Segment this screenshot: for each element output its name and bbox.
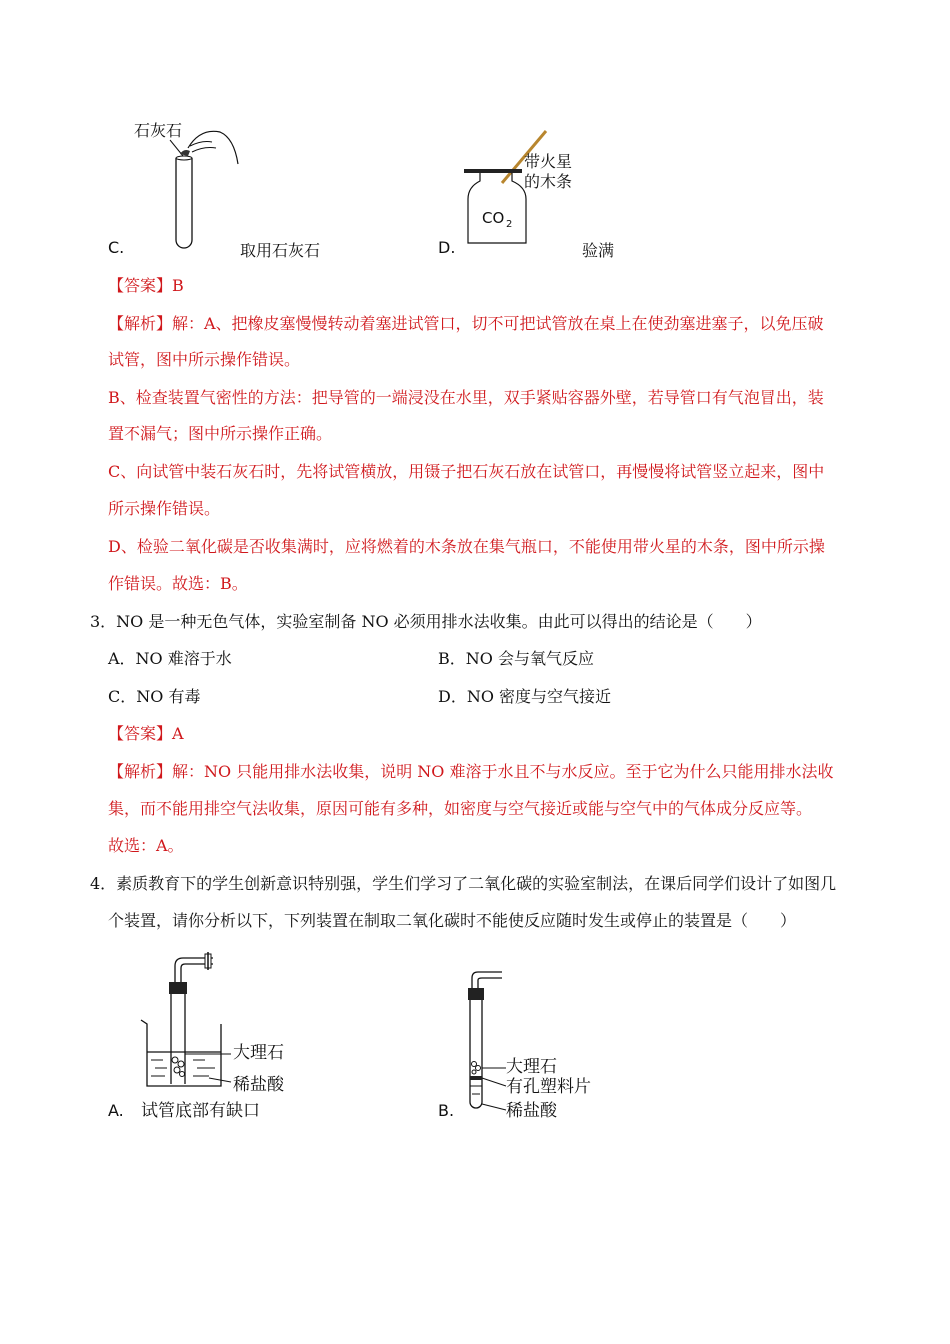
- q4-stem-line2: 个装置，请你分析以下，下列装置在制取二氧化碳时不能使反应随时发生或停止的装置是（ ）: [108, 911, 797, 930]
- q3-option-d: D．NO 密度与空气接近: [438, 687, 612, 706]
- q3-option-b: B．NO 会与氧气反应: [438, 649, 594, 668]
- figure-c-caption: 取用石灰石: [240, 241, 321, 260]
- q3-answer: 【答案】A: [108, 724, 184, 743]
- figure-b-marble-label: 大理石: [506, 1057, 557, 1077]
- figure-d-annotation-line1: 带火星: [524, 152, 573, 171]
- q2-answer: 【答案】B: [108, 276, 184, 295]
- figure-b-label: B.: [438, 1101, 455, 1120]
- figure-c-limestone-test-tube: [130, 118, 250, 250]
- q2-c-line2: 所示操作错误。: [108, 499, 221, 518]
- q2-c-line1: C、向试管中装石灰石时，先将试管横放，用镊子把石灰石放在试管口，再慢慢将试管竖立起来，图中: [108, 462, 825, 481]
- q3-option-c: C．NO 有毒: [108, 687, 201, 706]
- q3-option-a: A．NO 难溶于水: [108, 649, 232, 668]
- figure-d-bottle-text: CO: [482, 209, 505, 227]
- q3-analysis-line3: 故选：A。: [108, 836, 184, 855]
- figure-b-acid-label: 稀盐酸: [506, 1101, 557, 1121]
- q3-analysis-line1: 【解析】解：NO 只能用排水法收集，说明 NO 难溶于水且不与水反应。至于它为什么只能用排水法收: [108, 762, 834, 781]
- figure-a-caption: 试管底部有缺口: [141, 1101, 260, 1121]
- q2-b-line1: B、检查装置气密性的方法：把导管的一端浸没在水里，双手紧贴容器外壁，若导管口有气泡冒出，装: [108, 388, 824, 407]
- figure-a-marble-label: 大理石: [233, 1043, 284, 1063]
- q2-b-line2: 置不漏气；图中所示操作正确。: [108, 424, 333, 443]
- figure-d-caption: 验满: [582, 241, 615, 260]
- figure-a-beaker-apparatus: [135, 952, 305, 1122]
- figure-c-annotation: 石灰石: [134, 121, 183, 140]
- q3-stem: 3．NO 是一种无色气体，实验室制备 NO 必须用排水法收集。由此可以得出的结论是（ ）: [90, 612, 762, 631]
- figure-d-annotation-line2: 的木条: [524, 172, 573, 191]
- figure-a-label: A.: [108, 1101, 124, 1120]
- q2-d-line2: 作错误。故选：B。: [108, 574, 248, 593]
- figure-c-label: C.: [108, 238, 125, 257]
- q3-analysis-line2: 集，而不能用排空气法收集，原因可能有多种，如密度与空气接近或能与空气中的气体成分反应等。: [108, 799, 813, 818]
- figure-b-test-tube-apparatus: [460, 968, 610, 1128]
- q2-d-line1: D、检验二氧化碳是否收集满时，应将燃着的木条放在集气瓶口，不能使用带火星的木条，图中所示操: [108, 537, 825, 556]
- figure-d-co2-bottle: [458, 125, 598, 253]
- q2-analysis-line1: 【解析】解：A、把橡皮塞慢慢转动着塞进试管口，切不可把试管放在桌上在使劲塞进塞子，以免压破: [108, 314, 824, 333]
- figure-b-plate-label: 有孔塑料片: [506, 1077, 591, 1097]
- figure-a-acid-label: 稀盐酸: [233, 1075, 284, 1095]
- q4-stem-line1: 4．素质教育下的学生创新意识特别强，学生们学习了二氧化碳的实验室制法，在课后同学们设计了如图几: [90, 874, 837, 893]
- figure-d-bottle-subscript: 2: [506, 219, 513, 230]
- q2-analysis-line2: 试管，图中所示操作错误。: [108, 350, 301, 369]
- figure-d-label: D.: [438, 238, 456, 257]
